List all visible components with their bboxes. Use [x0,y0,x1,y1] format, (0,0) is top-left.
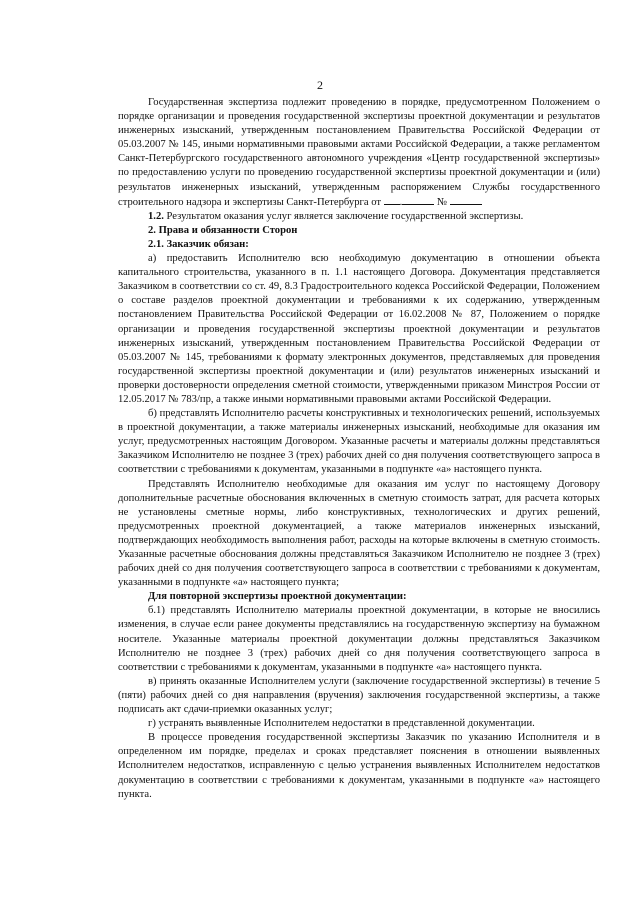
number-sign: № [436,196,448,208]
intro-text: Государственная экспертиза подлежит проведению в порядке, предусмотренном Положением о порядке организации и проведения государственной экспертизы проектной документации и результатов инженерных изысканий, утвержденным постановлением Правительства Российской Федерации от 05.03.2007 № 145, иными нормативными правовыми актами Российской Федерации, а также регламентом Санкт-Петербургского государственного автономного учреждения «Центр государственной экспертизы» по предоставлению услуги по проведению государственной экспертизы проектной документации и (или) результатов инженерных изысканий, утвержденным распоряжением Службы государственного строительного надзора и экспертизы Санкт-Петербурга от [118,97,600,208]
clause-1-2 [118,210,600,224]
item-b1: б.1) представлять Исполнителю материалы проектной документации, в которые не вносились изменения, в случае если ранее документы представлялись на государственную экспертизу на бумажном носителе. Указанные материалы проектной документации должны представляться Заказчиком Исполнителю не позднее 3 (трех) рабочих дней со дня получения соответствующего запроса в соответствии с требованиями к документам, указанными в подпункте «а» настоящего пункта. [118,605,600,673]
item-b: б) представлять Исполнителю расчеты конструктивных и технологических решений, используемых в проектной документации, а также материалы инженерных изысканий, необходимые для оказания им услуг, предусмотренных настоящим Договором. Указанные расчеты и материалы должны представляться Заказчиком Исполнителю не позднее 3 (трех) рабочих дней со дня получения соответствующего запроса в соответствии с требованиями к документам, указанными в подпункте «а» настоящего пункта. [118,408,600,476]
page-number: 2 [317,78,323,92]
final-paragraph: В процессе проведения государственной экспертизы Заказчик по указанию Исполнителя и в определенном им порядке, пределах и сроках представляет пояснения в отношении выявленных Исполнителем недостатков, исправленную с целью устранения выявленных Исполнителем недостатков документацию в соответствии с требованиями к документам, указанными в подпункте «а» настоящего пункта. [118,732,600,800]
number-blank [450,195,482,205]
subsection-2-1-title: 2.1. Заказчик обязан: [148,238,249,250]
document-body [118,96,600,802]
estimate-paragraph: Представлять Исполнителю необходимые для оказания им услуг по настоящему Договору дополнительные расчетные обоснования включенных в сметную стоимость затрат, для расчета которых не установлены сметные нормы, либо конструктивных, технологических и других решений, предусмотренных проектной документацией, а также материалов инженерных изысканий, подтверждающих необходимость выполнения работ, расходы на которые включены в сметную стоимость. Указанные расчетные обоснования должны представляться Заказчиком Исполнителю не позднее 3 (трех) рабочих дней со дня получения соответствующего запроса в соответствии с требованиями к документам, указанными в подпункте «а» настоящего пункта; [118,478,600,589]
item-g: г) устранять выявленные Исполнителем недостатки в представленной документации. [148,718,535,730]
date-month-blank [402,195,434,205]
date-day-blank [384,195,400,205]
item-a: а) предоставить Исполнителю всю необходимую документацию в отношении объекта капитального строительства, указанного в п. 1.1 настоящего Договора. Документация представляется Заказчиком в соответствии со ст. 49, 8.3 Градостроительного кодекса Российской Федерации, Положением о составе разделов проектной документации и требованиями к их содержанию, утвержденным постановлением Правительства Российской Федерации от 16.02.2008 № 87, Положением о порядке организации и проведения государственной экспертизы проектной документации и результатов инженерных изысканий, утвержденным постановлением Правительства Российской Федерации от 05.03.2007 № 145, требованиями к формату электронных документов, представляемых для проведения государственной экспертизы проектной документации и (или) результатов инженерных изысканий и проверки достоверности определения сметной стоимости, утвержденными приказом Минстроя России от 12.05.2017 № 783/пр, а также иными нормативными правовыми актами Российской Федерации. [118,253,600,405]
intro-paragraph: Государственная экспертиза подлежит проведению в порядке, предусмотренном Положением о порядке организации и проведения государственной экспертизы проектной документации и результатов инженерных изысканий, утвержденным постановлением Правительства Российской Федерации от 05.03.2007 № 145, иными нормативными правовыми актами Российской Федерации, а также регламентом Санкт-Петербургского государственного автономного учреждения «Центр государственной экспертизы» по предоставлению услуги по проведению государственной экспертизы проектной документации и (или) результатов инженерных изысканий, утвержденным распоряжением Службы государственного строительного надзора и экспертизы Санкт-Петербурга от . № [118,97,600,208]
repeat-expertise-heading: Для повторной экспертизы проектной документации: [148,591,407,603]
clause-1-2-number: 1.2. [148,210,164,222]
section-2-title: 2. Права и обязанности Сторон [148,224,298,236]
item-v: в) принять оказанные Исполнителем услуги (заключение государственной экспертизы) в течение 5 (пяти) рабочих дней со дня направления (вручения) заключения государственной экспертизы, а также подписать акт сдачи-приемки оказанных услуг; [118,675,600,716]
clause-1-2-text: Результатом оказания услуг является заключение государственной экспертизы. [163,210,524,222]
